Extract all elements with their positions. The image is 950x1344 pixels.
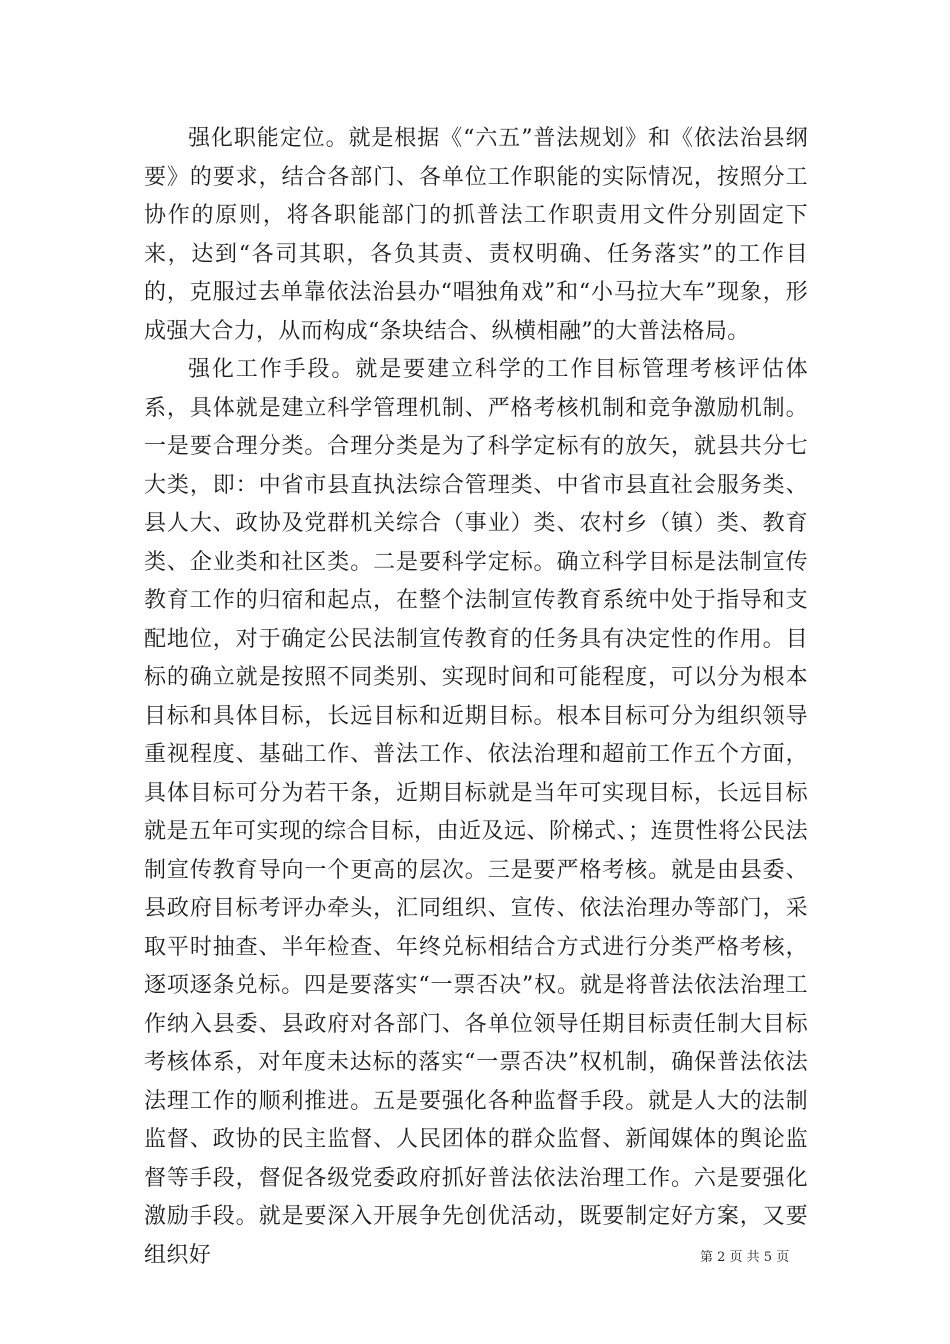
page-number-footer: 第 2 页 共 5 页	[700, 1250, 790, 1265]
document-body	[144, 120, 808, 1275]
paragraph-strengthen-function: 强化职能定位。就是根据《“六五”普法规划》和《依法治县纲要》的要求，结合各部门、各单位工作职能的实际情况，按照分工协作的原则，将各职能部门的抓普法工作职责用文件分别固定下来，达到“各司其职，各负其责、责权明确、任务落实”的工作目的，克服过去单靠依法治县办“唱独角戏”和“小马拉大车”现象，形成强大合力，从而构成“条块结合、纵横相融”的大普法格局。	[144, 126, 808, 344]
paragraph-strengthen-means: 强化工作手段。就是要建立科学的工作目标管理考核评估体系，具体就是建立科学管理机制、严格考核机制和竞争激励机制。一是要合理分类。合理分类是为了科学定标有的放矢，就县共分七大类，即：中省市县直执法综合管理类、中省市县直社会服务类、县人大、政协及党群机关综合（事业）类、农村乡（镇）类、教育类、企业类和社区类。二是要科学定标。确立科学目标是法制宣传教育工作的归宿和起点，在整个法制宣传教育系统中处于指导和支配地位，对于确定公民法制宣传教育的任务具有决定性的作用。目标的确立就是按照不同类别、实现时间和可能程度，可以分为根本目标和具体目标，长远目标和近期目标。根本目标可分为组织领导重视程度、基础工作、普法工作、依法治理和超前工作五个方面，具体目标可分为若干条，近期目标就是当年可实现目标，长远目标就是五年可实现的综合目标，由近及远、阶梯式、；连贯性将公民法制宣传教育导向一个更高的层次。三是要严格考核。就是由县委、县政府目标考评办牵头，汇同组织、宣传、依法治理办等部门，采取平时抽查、半年检查、年终兑标相结合方式进行分类严格考核，逐项逐条兑标。四是要落实“一票否决”权。就是将普法依法治理工作纳入县委、县政府对各部门、各单位领导任期目标责任制大目标考核体系，对年度未达标的落实“一票否决”权机制，确保普法依法法理工作的顺利推进。五是要强化各种监督手段。就是人大的法制监督、政协的民主监督、人民团体的群众监督、新闻媒体的舆论监督等手段，督促各级党委政府抓好普法依法治理工作。六是要强化激励手段。就是要深入开展争先创优活动，既要制定好方案，又要组织好	[144, 357, 808, 1268]
